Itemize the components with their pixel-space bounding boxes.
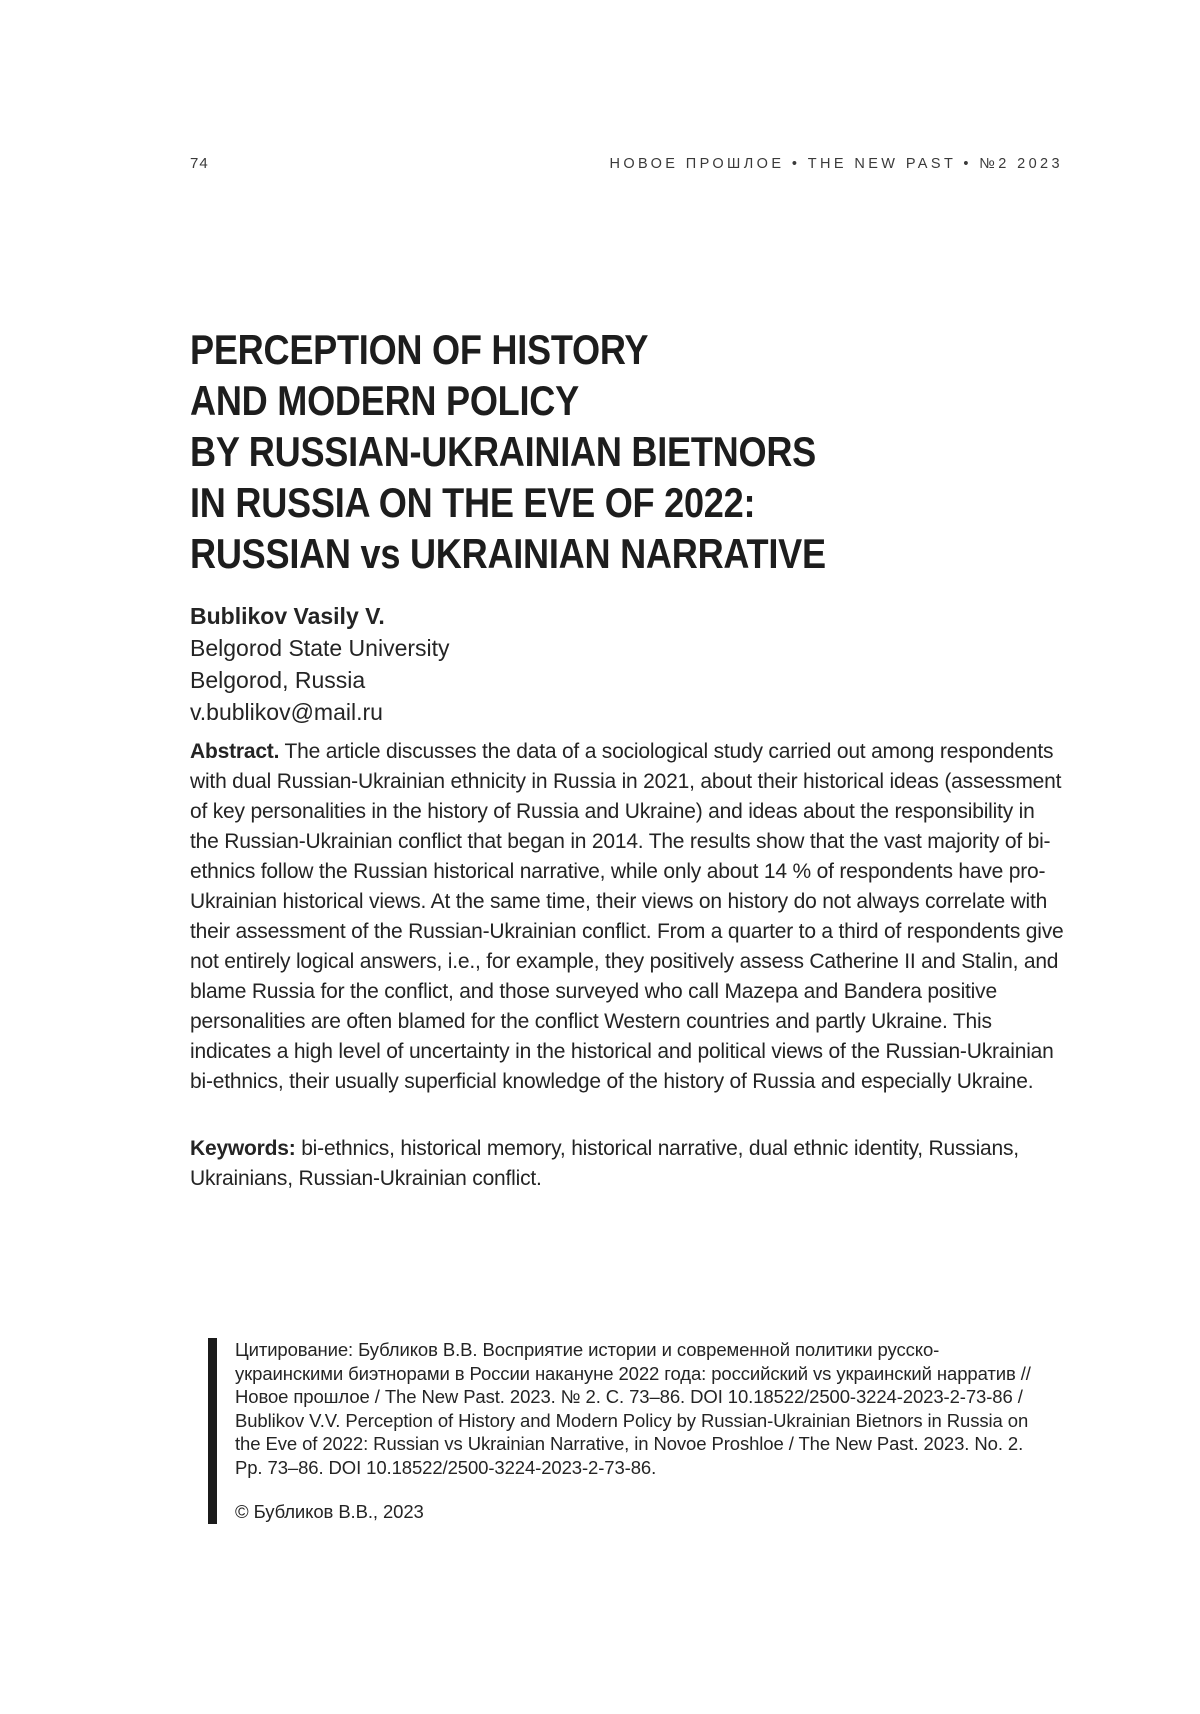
article-title	[190, 324, 826, 579]
copyright-text: © Бубликов В.В., 2023	[235, 1501, 424, 1522]
abstract-text: The article discusses the data of a sociological study carried out among respondents with dual Russian-Ukrainian ethnicity in Russia in 2021, about their historical ideas (assessment of key personalities in the history of Russia and Ukraine) and ideas about the responsibility in the Russian-Ukrainian conflict that began in 2014. The results show that the vast majority of bi-ethnics follow the Russian historical narrative, while only about 14 % of respondents have pro-Ukrainian historical views. At the same time, their views on history do not always correlate with their assessment of the Russian-Ukrainian conflict. From a quarter to a third of respondents give not entirely logical answers, i.e., for example, they positively assess Catherine II and Stalin, and blame Russia for the conflict, and those surveyed who call Mazepa and Bandera positive personalities are often blamed for the conflict Western countries and partly Ukraine. This indicates a high level of uncertainty in the historical and political views of the Russian-Ukrainian bi-ethnics, their usually superficial knowledge of the history of Russia and especially Ukraine.	[190, 740, 1064, 1093]
author-email: v.bublikov@mail.ru	[190, 699, 383, 725]
page-number: 74	[190, 155, 209, 172]
author-city: Belgorod, Russia	[190, 667, 366, 693]
running-header	[190, 155, 1063, 172]
abstract-label: Abstract.	[190, 740, 280, 763]
journal-running-head: НОВОЕ ПРОШЛОЕ • THE NEW PAST • №2 2023	[609, 156, 1063, 172]
keywords-text: bi-ethnics, historical memory, historical narrative, dual ethnic identity, Russians, Ukrainians, Russian-Ukrainian conflict.	[190, 1137, 1019, 1190]
keywords-label: Keywords:	[190, 1137, 296, 1160]
citation-text: Цитирование: Бубликов В.В. Восприятие истории и современной политики русско-украинскими биэтнорами в России накануне 2022 года: российский vs украинский нарратив // Новое прошлое / The New Past. 2023. № 2. С. 73–86. DOI 10.18522/2500-3224-2023-2-73-86 / Bublikov V.V. Perception of History and Modern Policy by Russian-Ukrainian Bietnors in Russia on the Eve of 2022: Russian vs Ukrainian Narrative, in Novoe Proshloe / The New Past. 2023. No. 2. Pp. 73–86. DOI 10.18522/2500-3224-2023-2-73-86.	[235, 1339, 1031, 1478]
citation-rule-bar	[208, 1338, 217, 1524]
author-affiliation: Belgorod State University	[190, 635, 450, 661]
author-block	[190, 600, 450, 728]
keywords-paragraph	[190, 1134, 1066, 1194]
title-line: AND MODERN POLICY	[190, 377, 579, 425]
abstract-paragraph	[190, 737, 1066, 1097]
title-line: PERCEPTION OF HISTORY	[190, 326, 649, 374]
citation-block	[208, 1338, 1043, 1524]
title-line: RUSSIAN vs UKRAINIAN NARRATIVE	[190, 530, 826, 578]
title-line: BY RUSSIAN-UKRAINIAN BIETNORS	[190, 428, 816, 476]
citation-content	[235, 1338, 1043, 1524]
title-line: IN RUSSIA ON THE EVE OF 2022:	[190, 479, 756, 527]
author-name: Bublikov Vasily V.	[190, 603, 385, 629]
